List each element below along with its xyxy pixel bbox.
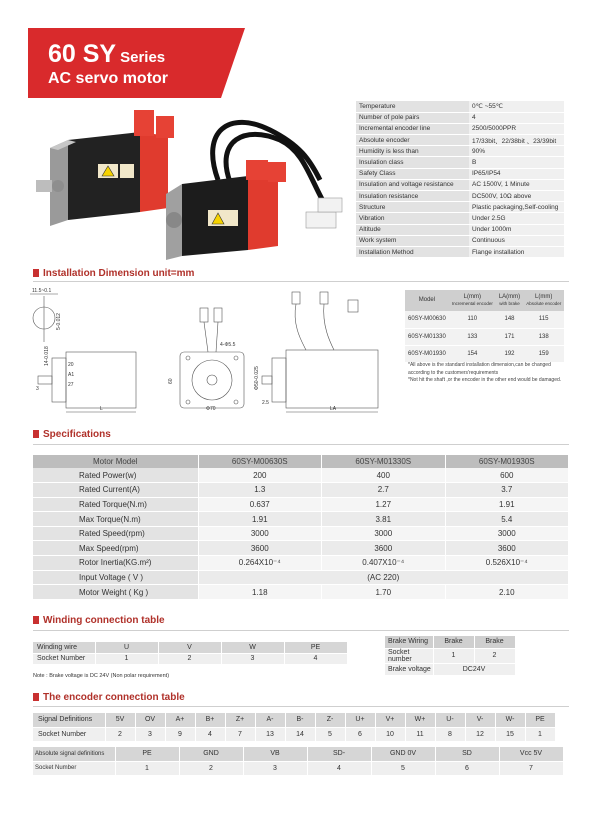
winding-cell: U [95, 642, 158, 653]
brake-table [385, 636, 516, 676]
encoder-heading [33, 692, 185, 703]
param-name: Insulation resistance [356, 191, 469, 202]
motor-photo-right [160, 100, 350, 260]
model-title: 60 SY [48, 40, 117, 68]
absolute-encoder-cell: 6 [435, 761, 499, 775]
params-row [356, 202, 564, 213]
spec-value: 3600 [198, 541, 322, 556]
dim-table-cell: 138 [523, 328, 564, 345]
spec-value: 2.10 [445, 585, 569, 600]
brake-note: Note : Brake voltage is DC 24V (Non polar requirement) [33, 673, 170, 679]
param-value: B [469, 157, 564, 168]
param-name: Humidity is less than [356, 146, 469, 157]
dim-table-row [405, 311, 564, 328]
params-row [356, 168, 564, 179]
dim-table-cell: 159 [523, 345, 564, 362]
spec-value: 1.70 [322, 585, 446, 600]
dim-header-line: Absolute encoder [526, 300, 562, 306]
absolute-encoder-cell: VB [243, 747, 307, 761]
dimension-table [405, 290, 564, 363]
brake-cell: Socket number [385, 648, 433, 663]
absolute-encoder-row [33, 761, 563, 775]
encoder-cell: 4 [195, 727, 225, 741]
dimension-note-2: *Not hit the shaft ,or the encoder in the other end would be damaged. [408, 377, 562, 383]
spec-label: Rated Power(w) [33, 468, 198, 483]
spec-table-row [33, 556, 569, 571]
absolute-encoder-cell: GND 0V [371, 747, 435, 761]
brake-cell: Brake Wiring [385, 636, 433, 648]
spec-label: Rotor Inertia(KG.m²) [33, 556, 198, 571]
spec-label: Rated Torque(N.m) [33, 497, 198, 512]
dim-header-line: Model [418, 297, 436, 304]
param-name: Work system [356, 235, 469, 246]
dim-label: Φ70 [206, 406, 216, 412]
encoder-cell: Signal Definitions [33, 713, 105, 727]
spec-table-header: Motor Model [33, 455, 198, 468]
dim-table-row [405, 328, 564, 345]
param-value: Under 2.5G [469, 213, 564, 224]
param-name: Temperature [356, 101, 469, 112]
dim-label: L [100, 406, 103, 412]
encoder-cell: 12 [465, 727, 495, 741]
param-value: IP65/IP54 [469, 168, 564, 179]
spec-label: Max Speed(rpm) [33, 541, 198, 556]
absolute-encoder-cell: 1 [115, 761, 179, 775]
spec-table-row [33, 468, 569, 483]
dimension-notes [408, 362, 568, 385]
encoder-cell: B- [285, 713, 315, 727]
encoder-cell: Socket Number [33, 727, 105, 741]
encoder-cell: 2 [105, 727, 135, 741]
param-name: Insulation and voltage resistance [356, 179, 469, 190]
spec-value: 3600 [445, 541, 569, 556]
divider [33, 444, 569, 445]
absolute-encoder-cell: GND [179, 747, 243, 761]
spec-value: 0.637 [198, 497, 322, 512]
encoder-cell: 5V [105, 713, 135, 727]
encoder-cell: 1 [525, 727, 555, 741]
encoder-cell: 13 [255, 727, 285, 741]
encoder-cell: V- [465, 713, 495, 727]
params-row [356, 246, 564, 257]
params-row [356, 112, 564, 123]
title-banner [28, 28, 221, 98]
encoder-cell: 7 [225, 727, 255, 741]
encoder-cell: 15 [495, 727, 525, 741]
dim-label: 60 [168, 378, 174, 384]
params-row [356, 179, 564, 190]
spec-value: 1.18 [198, 585, 322, 600]
subtitle: AC servo motor [48, 70, 169, 87]
absolute-encoder-cell: 7 [499, 761, 563, 775]
winding-heading-text: Winding connection table [43, 615, 165, 626]
encoder-cell: PE [525, 713, 555, 727]
specifications-table [33, 455, 569, 600]
section-marker [33, 693, 39, 701]
brake-row [385, 636, 515, 648]
spec-table-row [33, 483, 569, 498]
spec-value: 3.7 [445, 483, 569, 498]
winding-cell: 3 [221, 653, 284, 664]
spec-table-row [33, 512, 569, 527]
spec-value: 3000 [198, 526, 322, 541]
param-value: 17/33bit、22/38bit 、23/39bit [469, 135, 564, 146]
param-value: 4 [469, 112, 564, 123]
encoder-cell: U- [435, 713, 465, 727]
spec-value: 0.526X10⁻⁴ [445, 556, 569, 571]
spec-value: 1.3 [198, 483, 322, 498]
dim-table-header [405, 290, 449, 311]
params-row [356, 101, 564, 112]
dim-table-cell: 115 [523, 311, 564, 328]
dim-table-cell: 171 [496, 328, 523, 345]
encoder-table [33, 713, 556, 742]
dim-table-cell: 110 [449, 311, 496, 328]
param-name: Structure [356, 202, 469, 213]
spec-value: 2.7 [322, 483, 446, 498]
params-row [356, 224, 564, 235]
encoder-row [33, 713, 555, 727]
installation-heading [33, 268, 194, 279]
absolute-encoder-row [33, 747, 563, 761]
params-table [356, 101, 564, 258]
spec-label: Max Torque(N.m) [33, 512, 198, 527]
winding-table [33, 642, 348, 665]
param-value: 0℃ ~55℃ [469, 101, 564, 112]
absolute-encoder-table [33, 747, 564, 776]
brake-voltage-value: DC24V [433, 663, 515, 675]
encoder-heading-text: The encoder connection table [43, 692, 185, 703]
section-marker [33, 269, 39, 277]
spec-label: Rated Speed(rpm) [33, 526, 198, 541]
brake-cell: 1 [433, 648, 474, 663]
dim-label: 3 [36, 386, 39, 392]
encoder-cell: 6 [345, 727, 375, 741]
dim-table-cell: 60SY-M01930 [405, 345, 449, 362]
winding-heading [33, 615, 165, 626]
section-marker [33, 616, 39, 624]
absolute-encoder-cell: Vcc 5V [499, 747, 563, 761]
params-row [356, 235, 564, 246]
winding-cell: 1 [95, 653, 158, 664]
spec-value: 3000 [322, 526, 446, 541]
param-value: Continuous [469, 235, 564, 246]
encoder-cell: A- [255, 713, 285, 727]
dim-table-cell: 60SY-M00630 [405, 311, 449, 328]
encoder-cell: 10 [375, 727, 405, 741]
brake-voltage-label: Brake voltage [385, 663, 433, 675]
encoder-cell: OV [135, 713, 165, 727]
encoder-cell: B+ [195, 713, 225, 727]
dim-header-line: LA(mm) [498, 293, 521, 300]
dim-table-row [405, 345, 564, 362]
brake-cell: 2 [474, 648, 515, 663]
winding-cell: Winding wire [33, 642, 95, 653]
spec-value: 400 [322, 468, 446, 483]
encoder-cell: 9 [165, 727, 195, 741]
specifications-heading-text: Specifications [43, 429, 111, 440]
winding-cell: PE [284, 642, 347, 653]
dim-table-cell: 148 [496, 311, 523, 328]
spec-label: Motor Weight ( Kg ) [33, 585, 198, 600]
params-row [356, 213, 564, 224]
spec-value: 5.4 [445, 512, 569, 527]
dim-header-line: Incremental encoder [451, 300, 493, 306]
specifications-heading [33, 429, 111, 440]
encoder-cell: Z- [315, 713, 345, 727]
dim-header-line: L(mm) [463, 293, 481, 300]
divider [33, 281, 569, 282]
spec-value: 600 [445, 468, 569, 483]
dim-label: 14-0.018 [44, 346, 50, 366]
brake-cell: Brake [433, 636, 474, 648]
encoder-cell: W+ [405, 713, 435, 727]
spec-table-row [33, 541, 569, 556]
divider [33, 706, 569, 707]
param-name: Altitude [356, 224, 469, 235]
section-marker [33, 430, 39, 438]
params-row [356, 146, 564, 157]
dim-label: A1 [68, 372, 75, 378]
spec-value: 3000 [445, 526, 569, 541]
dim-label: 5-0.012 [56, 313, 62, 330]
dim-header-line: with brake [499, 300, 520, 306]
winding-row [33, 642, 347, 653]
dim-table-cell: 133 [449, 328, 496, 345]
absolute-encoder-cell: Absolute signal definitions [33, 747, 115, 761]
dimension-note-1: *All above is the standard installation dimension,can be changed according to the customers'requirements [408, 362, 551, 376]
params-row [356, 191, 564, 202]
spec-label: Input Voltage ( V ) [33, 570, 198, 585]
encoder-cell: A+ [165, 713, 195, 727]
top-margin [0, 0, 601, 28]
title-line [48, 40, 165, 69]
winding-cell: W [221, 642, 284, 653]
spec-value: 0.264X10⁻⁴ [198, 556, 322, 571]
param-name: Insulation class [356, 157, 469, 168]
installation-heading-text: Installation Dimension unit=mm [43, 268, 195, 279]
params-row [356, 135, 564, 146]
spec-value: 3600 [322, 541, 446, 556]
absolute-encoder-cell: 4 [307, 761, 371, 775]
encoder-row [33, 727, 555, 741]
encoder-cell: U+ [345, 713, 375, 727]
winding-row [33, 653, 347, 664]
brake-row [385, 648, 515, 663]
winding-cell: 4 [284, 653, 347, 664]
absolute-encoder-cell: PE [115, 747, 179, 761]
param-value: Flange installation [469, 246, 564, 257]
absolute-encoder-cell: 2 [179, 761, 243, 775]
winding-cell: V [158, 642, 221, 653]
encoder-cell: 3 [135, 727, 165, 741]
dim-label: 27 [68, 382, 74, 388]
dim-label: 20 [68, 362, 74, 368]
param-name: Installation Method [356, 246, 469, 257]
dim-header-line: L(mm) [535, 293, 553, 300]
dim-table-header [449, 290, 496, 311]
param-value: 2500/5000PPR [469, 123, 564, 134]
param-value: DC500V, 10Ω above [469, 191, 564, 202]
spec-table-row [33, 526, 569, 541]
spec-value: 3.81 [322, 512, 446, 527]
param-name: Incremental encoder line [356, 123, 469, 134]
dim-label: Φ50-0.025 [254, 366, 260, 390]
dim-label: LA [330, 406, 337, 412]
params-row [356, 123, 564, 134]
dimension-drawings [30, 286, 400, 414]
param-value: AC 1500V, 1 Minute [469, 179, 564, 190]
spec-table-header: 60SY-M01330S [322, 455, 446, 468]
brake-cell: Brake [474, 636, 515, 648]
encoder-cell: 14 [285, 727, 315, 741]
dim-table-header [496, 290, 523, 311]
encoder-cell: W- [495, 713, 525, 727]
dim-label: 4-Φ5.5 [220, 342, 236, 348]
spec-table-row [33, 570, 569, 585]
param-name: Vibration [356, 213, 469, 224]
encoder-cell: Z+ [225, 713, 255, 727]
absolute-encoder-cell: 5 [371, 761, 435, 775]
params-row [356, 157, 564, 168]
param-name: Absolute encoder [356, 135, 469, 146]
encoder-cell: 5 [315, 727, 345, 741]
dim-table-cell: 154 [449, 345, 496, 362]
divider [33, 630, 569, 631]
absolute-encoder-cell: SD [435, 747, 499, 761]
dim-table-cell: 60SY-M01330 [405, 328, 449, 345]
absolute-encoder-cell: SD- [307, 747, 371, 761]
spec-value: 1.27 [322, 497, 446, 512]
dim-table-header [523, 290, 564, 311]
param-value: 90% [469, 146, 564, 157]
absolute-encoder-cell: 3 [243, 761, 307, 775]
spec-table-row [33, 585, 569, 600]
absolute-encoder-cell: Socket Number [33, 761, 115, 775]
dim-label: 11.5~0.1 [32, 288, 52, 294]
encoder-cell: 11 [405, 727, 435, 741]
spec-value: 1.91 [445, 497, 569, 512]
winding-cell: Socket Number [33, 653, 95, 664]
encoder-cell: 8 [435, 727, 465, 741]
spec-label: Rated Current(A) [33, 483, 198, 498]
spec-value: 200 [198, 468, 322, 483]
param-name: Number of pole pairs [356, 112, 469, 123]
spec-value: 1.91 [198, 512, 322, 527]
dim-label: 2.5 [262, 400, 269, 406]
encoder-cell: V+ [375, 713, 405, 727]
winding-cell: 2 [158, 653, 221, 664]
series-label: Series [120, 49, 166, 66]
param-value: Under 1000m [469, 224, 564, 235]
spec-table-header: 60SY-M01930S [445, 455, 569, 468]
param-name: Safety Class [356, 168, 469, 179]
spec-table-row [33, 497, 569, 512]
dim-table-cell: 192 [496, 345, 523, 362]
param-value: Plastic packaging,Self-cooling [469, 202, 564, 213]
spec-table-header: 60SY-M00630S [198, 455, 322, 468]
spec-value: 0.407X10⁻⁴ [322, 556, 446, 571]
spec-value: (AC 220) [198, 570, 569, 585]
